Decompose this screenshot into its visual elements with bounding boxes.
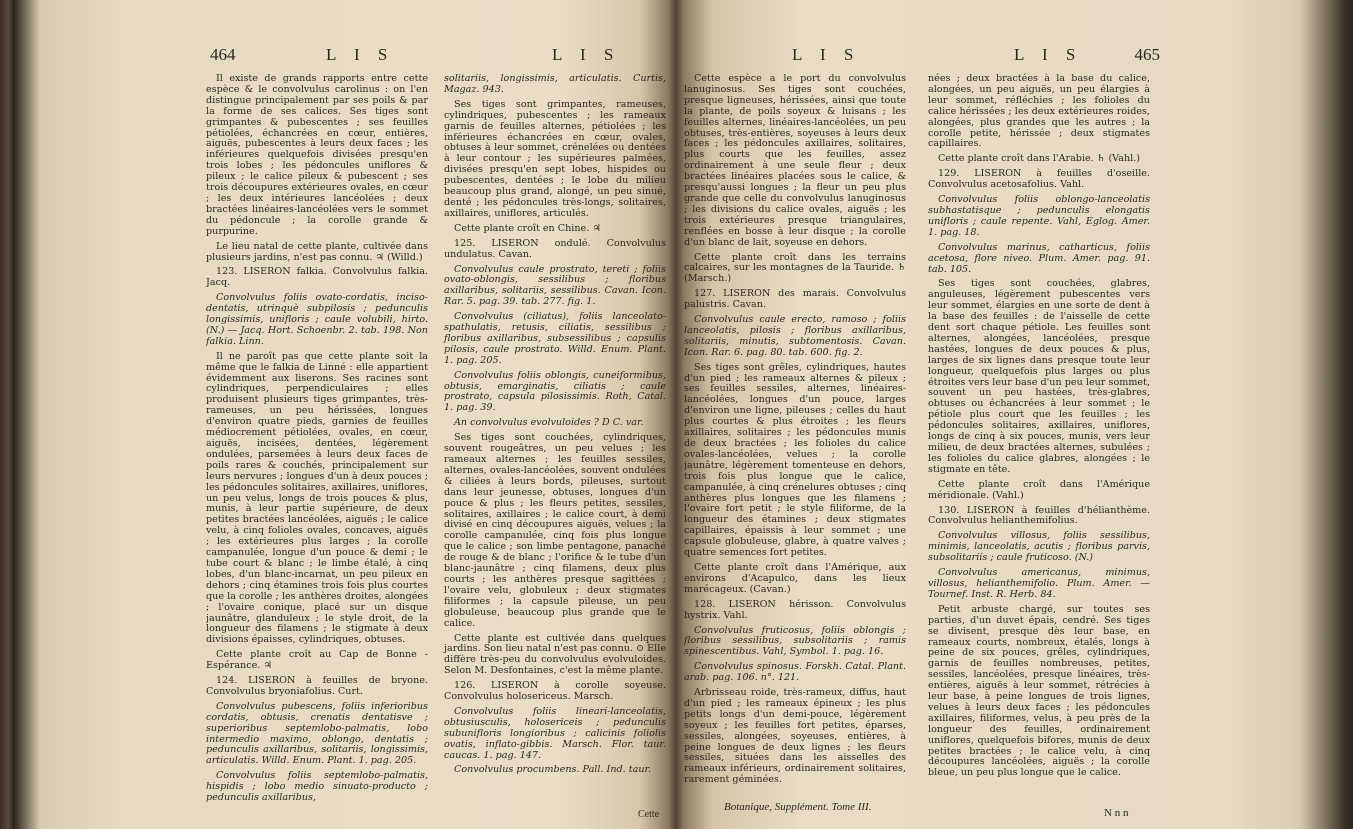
paragraph: Cette plante croît dans l'Amérique méridionale. (Vahl.) — [928, 478, 1150, 501]
latin-diagnosis: solitariis, longissimis, articulatis. Curtis, Magaz. 943. — [444, 73, 666, 95]
paragraph: Ses tiges sont couchées, cylindriques, souvent rougeâtres, un peu velues ; les rameaux alternes ; les feuilles sessiles, alternes, ovales-lancéolées, souvent ondulées & ciliées à leurs bords, pileuses, surtout dans leur jeunesse, obtuses, longues d'un pouce & plus ; les fleurs petites, sessiles, solitaires, axillaires ; le calice court, à demi divisé en cinq découpures aiguës, velues ; la corolle campanulée, cinq fois plus longue que le calice ; son limbe pentagone, panaché de rouge & de blanc ; l'orifice & le tube d'un blanc-jaunâtre ; cinq filamens, deux plus courts ; les anthères presque sagittées ; l'ovaire velu, globuleux ; deux stigmates filiformes ; la capsule pileuse, un peu globuleuse, beaucoup plus grande que le calice. — [444, 432, 666, 629]
species-entry-heading: 127. LISERON des marais. Convolvulus palustris. Cavan. — [684, 288, 906, 311]
right-page-header — [684, 44, 1164, 70]
signature-mark: N n n — [1104, 807, 1129, 819]
species-entry-heading: 129. LISERON à feuilles d'oseille. Convolvulus acetosafolius. Vahl. — [928, 168, 1150, 191]
latin-diagnosis: Convolvulus foliis ovato-cordatis, inciso-dentatis, utrinquè subpilosis ; pedunculis longissimis, unifloris ; caule volubili, hirto. (N.) — Jacq. Hort. Schoenbr. 2. tab. 198. Non falkia. Linn. — [206, 292, 428, 347]
page-number: 464 — [210, 45, 236, 64]
paragraph: Ses tiges sont grimpantes, rameuses, cylindriques, pubescentes ; les rameaux garnis de feuilles alternes, pétiolées ; les inférieures échancrées en cœur, ovales, obtuses à leur sommet, crénelées ou dentées à leur contour ; les supérieures palmées, divisées presqu'en sept lobes, hispides ou pubescentes, dentées ; le lobe du milieu beaucoup plus grand, alongé, un peu sinué, denté ; les pédoncules très-longs, solitaires, axillaires, uniflores, articulés. — [444, 98, 666, 219]
left-page-header — [206, 44, 674, 70]
latin-diagnosis: Convolvulus villosus, foliis sessilibus, minimis, lanceolatis, acutis ; floribus parvis, subsolitariis ; caule fruticoso. (N.) — [928, 530, 1150, 564]
paragraph: nées ; deux bractées à la base du calice, alongées, un peu aiguës, un peu élargies à leur sommet, réfléchies ; les folioles du calice hérissées ; les deux extérieures roides, alongées, plus grandes que les autres ; la corolle petite, hérissée ; deux stigmates capillaires. — [928, 73, 1150, 150]
running-head: L I S — [792, 45, 861, 64]
species-entry-heading: 126. LISERON à corolle soyeuse. Convolvulus holosericeus. Marsch. — [444, 680, 666, 703]
running-head: L I S — [1014, 45, 1083, 64]
latin-diagnosis: Convolvulus marinus, catharticus, foliis acetosa, flore niveo. Plum. Amer. pag. 91. tab. 105. — [928, 241, 1150, 275]
latin-diagnosis: Convolvulus caule prostrato, tereti ; foliis ovato-oblongis, sessilibus ; floribus axillaribus, solitariis, sessilibus. Cavan. Icon. Rar. 5. pag. 39. tab. 277. fig. 1. — [444, 263, 666, 308]
latin-diagnosis: An convolvulus evolvuloides ? D C. var. — [454, 417, 644, 429]
paragraph: Ses tiges sont grêles, cylindriques, hautes d'un pied ; les rameaux alternes & pileux ; ses feuilles sessiles, alternes, linéaires-lancéolées, longues d'un pouce, larges d'environ une ligne, pileuses ; celles du haut plus courtes & plus étroites ; les fleurs axillaires, solitaires ; les pédoncules munis de deux bractées ; les folioles du calice ovales-lancéolées, velues ; la corolle jaunâtre, légèrement tomenteuse en dehors, trois fois plus longue que le calice, campanulée, à cinq crénelures obtuses ; cinq anthères plus longues que les filamens ; l'ovaire fort petit ; le style filiforme, de la longueur des étamines ; deux stigmates capillaires, épaissis à leur sommet ; une capsule globuleuse, glabre, à quatre valves ; quatre semences fort petites. — [684, 361, 906, 559]
paragraph: Cette plante croît en Chine. ♃ — [454, 222, 601, 234]
left-page-column-2 — [444, 74, 666, 780]
latin-diagnosis: Convolvulus caule erecto, ramoso ; foliis lanceolatis, pilosis ; floribus axillaribus, solitariis, minutis, subtomentosis. Cavan. Icon. Rar. 6. pag. 80. tab. 600. fig. 2. — [684, 314, 906, 358]
paragraph: Petit arbuste chargé, sur toutes ses parties, d'un duvet épais, cendré. Ses tiges se divisent, presque dès leur base, en rameaux courts, nombreux, étalés, longs à peine de six pouces, grêles, cylindriques, garnis de feuilles nombreuses, petites, sessiles, lancéolées, presque linéaires, très-entières, aiguës à leur sommet, rétrécies à leur base, à peine longues de trois lignes, velues à leurs deux faces ; les pédoncules axillaires, filiformes, velus, à peu près de la longueur des feuilles, ordinairement uniflores, quelquefois bifores, munis de deux petites bractées ; le calice velu, à cinq découpures lancéolées, aiguës ; la corolle bleue, un peu plus longue que le calice. — [928, 603, 1150, 779]
species-entry-heading: 128. LISERON hérisson. Convolvulus hystrix. Vahl. — [684, 598, 906, 621]
right-page-column-1 — [684, 74, 906, 790]
paragraph: Arbrisseau roide, très-rameux, diffus, haut d'un pied ; les rameaux épineux ; les plus petits longs d'un demi-pouce, légèrement soyeux ; les feuilles fort petites, éparses, sessiles, alongées, soyeuses, entières, à peine longues de deux lignes ; les fleurs sessiles, situées dans les aisselles des rameaux inférieurs, ordinairement solitaires, rarement géminées. — [684, 687, 906, 786]
latin-diagnosis: Convolvulus foliis lineari-lanceolatis, obtusiusculis, holosericeis ; pedunculis subunifloris longioribus ; calicinis foliolis ovatis, inflato-gibbis. Marsch. Flor. taur. caucas. 1. pag. 147. — [444, 705, 666, 761]
paragraph: Cette plante croît dans l'Amérique, aux environs d'Acapulco, dans les lieux marécageux. (Cavan.) — [684, 561, 906, 595]
species-entry-heading: 123. LISERON falkia. Convolvulus falkia. Jacq. — [206, 266, 428, 289]
paragraph: Cette espèce a le port du convolvulus lanuginosus. Ses tiges sont couchées, presque ligneuses, hérissées, ainsi que toute la plante, de poils soyeux & luisans ; les feuilles alternes, linéaires-lancéolées, un peu obtuses, très-entières, soyeuses à leurs deux faces ; les pédoncules axillaires, solitaires, plus courts que les feuilles, assez ordinairement à une seule fleur ; deux bractées linéaires placées sous le calice, & presqu'aussi longues ; la fleur un peu plus grande que celle du convolvulus lanuginosus ; les divisions du calice ovales, aiguës ; les trois extérieures presque triangulaires, renflées en bosse à leur disque ; la corolle d'un blanc de lait, soyeuse en dehors. — [684, 73, 906, 248]
latin-diagnosis: Convolvulus fruticosus, foliis oblongis ; floribus sessilibus, subsolitariis ; ramis spinescentibus. Vahl, Symbol. 1. pag. 16. — [684, 624, 906, 658]
left-page — [206, 44, 674, 824]
species-entry-heading: 125. LISERON ondulé. Convolvulus undulatus. Cavan. — [444, 237, 666, 260]
species-entry-heading: 124. LISERON à feuilles de bryone. Convolvulus bryoniafolius. Curt. — [206, 675, 428, 697]
latin-diagnosis: Convolvulus (ciliatus), foliis lanceolato-spathulatis, retusis, ciliatis, sessilibus ; floribus axillaribus, subsessilibus ; capsulis pilosis, caule prostrato. Willd. Enum. Plant. 1. pag. 205. — [444, 311, 666, 366]
catchword: Cette — [638, 809, 660, 820]
left-page-column-1 — [206, 74, 428, 808]
right-page — [684, 44, 1164, 824]
paragraph: Le lieu natal de cette plante, cultivée dans plusieurs jardins, n'est pas connu. ♃ (Willd.) — [206, 240, 428, 263]
latin-diagnosis: Convolvulus foliis septemlobo-palmatis, hispidis ; lobo medio sinuato-producto ; pedunculis axillaribus, — [206, 770, 428, 804]
paragraph: Cette plante croît au Cap de Bonne - Espérance. ♃ — [206, 649, 428, 672]
latin-diagnosis: Convolvulus foliis oblongo-lanceolatis subhastatisque ; pedunculis elongatis unifloris ; caule repente. Vahl, Eglog. Amer. 1. pag. 18. — [928, 194, 1150, 238]
running-head: L I S — [552, 45, 621, 64]
paragraph: Ses tiges sont couchées, glabres, anguleuses, légèrement pubescentes vers leur sommet, élargies en une sorte de dent à la base des feuilles : de l'aisselle de cette dent sort chaque pétiole. Les feuilles sont alternes, alongées, lancéolées, presque hastées, longues de deux pouces & plus, larges de six lignes dans presque toute leur longueur, quelquefois plus larges ou plus étroites vers leur base d'un peu leur sommet, souvent un peu hastées, très-glabres, obtuses ou échancrées à leur sommet ; le pétiole plus court que les feuilles ; les pédoncules solitaires, axillaires, uniflores, longs de cinq à six pouces, munis, vers leur milieu, de deux bractées alternes, subulées ; les folioles du calice glabres, alongées ; le stigmate en tête. — [928, 278, 1150, 475]
signature-line: Botanique, Supplément. Tome III. — [724, 801, 872, 813]
latin-diagnosis: Convolvulus procumbens. Pall. Ind. taur. — [454, 764, 652, 776]
species-entry-heading: 130. LISERON à feuilles d'hélianthème. Convolvulus helianthemifolius. — [928, 504, 1150, 527]
latin-diagnosis: Convolvulus spinosus. Forskh. Catal. Plant. arab. pag. 106. n°. 121. — [684, 661, 906, 684]
paragraph: Cette plante croît dans l'Arabie. ♄ (Vahl.) — [938, 153, 1140, 165]
running-head: L I S — [326, 45, 395, 64]
latin-diagnosis: Convolvulus pubescens, foliis inferioribus cordatis, obtusis, crenatis dentatisve ; superioribus septemlobo-palmatis, lobo intermedio maximo, oblongo, dentatis ; pedunculis axillaribus, solitariis, longissimis, articulatis. Willd. Enum. Plant. 1. pag. 205. — [206, 700, 428, 767]
paragraph: Cette plante est cultivée dans quelques jardins. Son lieu natal n'est pas connu. ⊙ Elle diffère très-peu du convolvulus evolvuloides. Selon M. Desfontaines, c'est la même plante. — [444, 632, 666, 677]
latin-diagnosis: Convolvulus americanus, minimus, villosus, helianthemifolio. Plum. Amer. — Tournef. Inst. R. Herb. 84. — [928, 567, 1150, 600]
paragraph: Cette plante croît dans les terrains calcaires, sur les montagnes de la Tauride. ♄ (Marsch.) — [684, 251, 906, 285]
page-number: 465 — [1134, 45, 1160, 64]
paragraph: Il existe de grands rapports entre cette espèce & le convolvulus carolinus : on l'en distingue principalement par ses poils & par la forme de ses calices. Ses tiges sont grimpantes & pubescentes ; ses feuilles pétiolées, échancrées en cœur, entières, aiguës, pubescentes à leurs deux faces ; les inférieures quelquefois divisées presqu'en trois lobes ; les pédoncules uniflores & pileux ; le calice pileux & pubescent ; ses trois découpures extérieures ovales, en cœur ; les deux intérieures lancéolées ; deux bractées linéaires-lancéolées vers le sommet du pédoncule ; la corolle grande & purpurine. — [206, 73, 428, 237]
right-page-column-2 — [928, 74, 1150, 783]
paragraph: Il ne paroît pas que cette plante soit la même que le falkia de Linné : elle appartient évidemment aux liserons. Ses racines sont cylindriques, perpendiculaires ; elles produisent plusieurs tiges grimpantes, très-rameuses, un peu hérissées, longues d'environ quatre pieds, garnies de feuilles médiocrement pétiolées, ovales, en cœur, aiguës, incisées, dentées, légèrement ondulées, parsemées à leurs deux faces de poils rares & couchés, principalement sur leurs nervures ; longues d'un à deux pouces ; les pédoncules solitaires, axillaires, uniflores, un peu velus, longs de trois pouces & plus, munis, à leur partie supérieure, de deux petites bractées lancéolées, aiguës ; le calice velu, à cinq folioles ovales, concaves, aiguës ; les extérieures plus larges ; la corolle campanulée, longue d'un pouce & demi ; le tube court & blanc ; le limbe étalé, à cinq lobes, d'un blanc-incarnat, un peu pileux en dehors ; cinq étamines trois fois plus courtes que la corolle ; les anthères droites, alongées ; l'ovaire conique, placé sur un disque jaunâtre, glanduleux ; le style droit, de la longueur des filamens ; le stigmate à deux divisions épaisses, cylindriques, obtuses. — [206, 350, 428, 646]
latin-diagnosis: Convolvulus foliis oblongis, cuneiformibus, obtusis, emarginatis, ciliatis ; caule prostrato, capsula pilosissimis. Roth, Catal. 1. pag. 39. — [444, 369, 666, 414]
